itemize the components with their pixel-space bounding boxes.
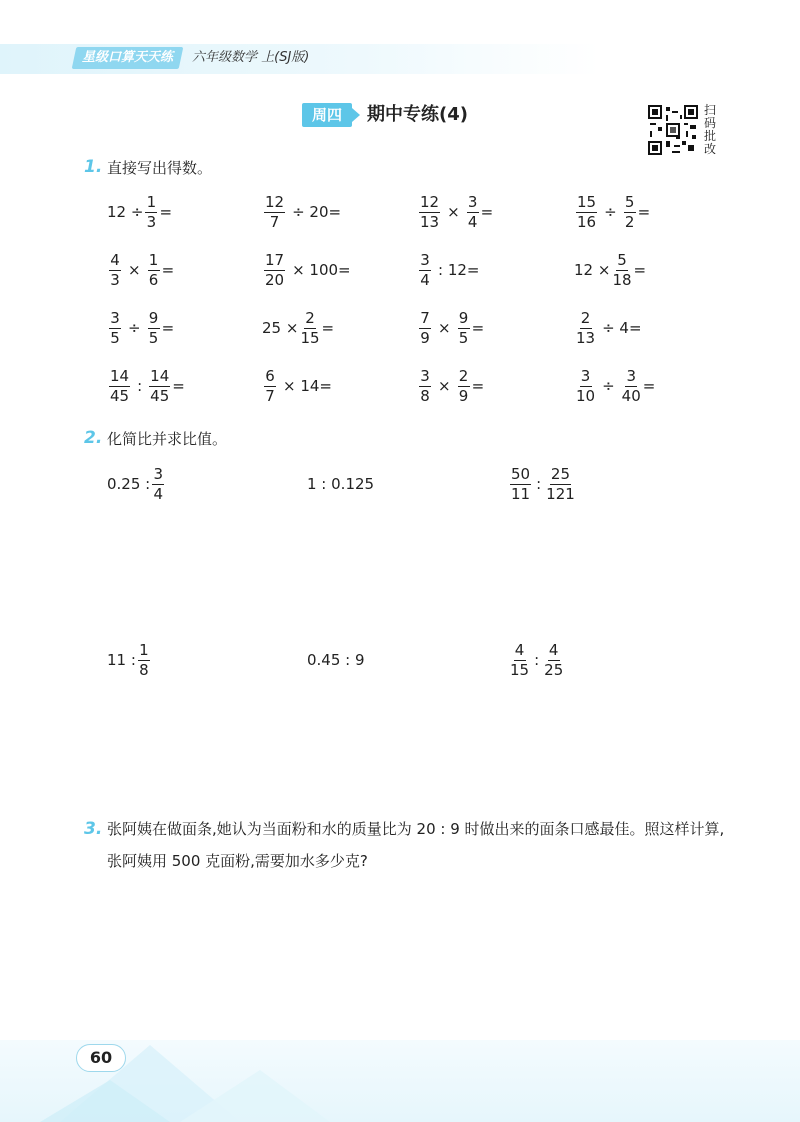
section-1-number: 1. [84, 157, 103, 177]
fraction [109, 252, 121, 289]
expr-text: 1 : 0.125 [307, 475, 375, 493]
section-2-title: 化简比并求比值。 [107, 430, 228, 448]
numerator: 1 [148, 250, 159, 269]
numerator: 4 [110, 250, 120, 269]
numerator: 15 [577, 192, 597, 211]
denominator: 16 [577, 212, 597, 231]
q1-r1c3 [417, 190, 493, 234]
numerator: 9 [458, 308, 469, 327]
expr-equals: = [480, 203, 494, 221]
fraction [138, 642, 150, 679]
expr-equals: = [172, 377, 185, 395]
section-3-number: 3. [84, 819, 103, 839]
denominator: 11 [511, 484, 531, 503]
fraction [109, 368, 130, 405]
expr-equals: = [642, 377, 656, 395]
numerator: 50 [511, 464, 531, 483]
expr-equals: = [161, 261, 175, 279]
numerator: 5 [624, 192, 635, 211]
q1-r2c2 [262, 248, 356, 292]
fraction [419, 368, 431, 405]
section-3-problem: 张阿姨在做面条,她认为当面粉和水的质量比为 20 : 9 时做出来的面条口感最佳。照这样计算,张阿姨用 500 克面粉,需要加水多少克? [107, 820, 725, 870]
denominator: 7 [265, 386, 275, 405]
denominator: 10 [576, 386, 596, 405]
numerator: 1 [146, 192, 157, 211]
numerator: 6 [265, 366, 275, 385]
grade-label: 六年级数学 上(SJ版) [192, 50, 310, 65]
expr-operator: × [447, 203, 460, 221]
denominator: 6 [148, 270, 159, 289]
expr-operator: ÷ [128, 319, 141, 337]
fraction [612, 252, 631, 289]
fraction [458, 310, 470, 347]
fraction [576, 194, 597, 231]
denominator: 45 [150, 386, 170, 405]
expr-operator: × [128, 261, 141, 279]
expr-equals: = [161, 319, 175, 337]
q1-r2c4 [574, 248, 646, 292]
expr-operator: × [438, 319, 451, 337]
numerator: 3 [420, 366, 430, 385]
expr-equals: = [471, 319, 485, 337]
numerator: 3 [420, 250, 430, 269]
fraction [467, 194, 479, 231]
numerator: 2 [580, 308, 591, 327]
denominator: 9 [420, 328, 430, 347]
numerator: 14 [150, 366, 170, 385]
qr-code-icon[interactable] [648, 105, 698, 155]
q1-r1c1 [107, 190, 172, 234]
denominator: 5 [148, 328, 159, 347]
numerator: 3 [153, 464, 163, 483]
q1-r1c4 [574, 190, 650, 234]
fraction [152, 466, 164, 503]
denominator: 4 [153, 484, 163, 503]
denominator: 13 [420, 212, 440, 231]
numerator: 2 [305, 308, 315, 327]
page-number: 60 [76, 1044, 126, 1072]
expr-text: 11 : [107, 651, 136, 669]
expr-equals: = [321, 319, 335, 337]
q2-e [307, 638, 365, 682]
q1-r4c4 [574, 364, 655, 408]
expr-equals: = [637, 203, 651, 221]
denominator: 8 [420, 386, 430, 405]
numerator: 25 [550, 464, 571, 483]
fraction [510, 466, 531, 503]
numerator: 9 [148, 308, 159, 327]
numerator: 4 [514, 640, 525, 659]
qr-label: 扫码批改 [703, 103, 716, 156]
fraction [264, 368, 276, 405]
denominator: 25 [544, 660, 564, 679]
expr-operator: ÷ [604, 203, 617, 221]
numerator: 2 [458, 366, 469, 385]
expr-operator: ÷ 20= [292, 203, 342, 221]
expr-text: 12 × [574, 261, 611, 279]
q1-r3c4 [574, 306, 647, 350]
denominator: 5 [110, 328, 120, 347]
fraction [458, 368, 470, 405]
denominator: 18 [612, 270, 632, 289]
numerator: 1 [139, 640, 149, 659]
denominator: 3 [110, 270, 120, 289]
denominator: 3 [146, 212, 157, 231]
q1-r2c3 [417, 248, 484, 292]
fraction [624, 194, 636, 231]
q1-r4c1 [107, 364, 185, 408]
fraction [148, 310, 160, 347]
expr-operator: × 14= [283, 377, 332, 395]
numerator: 4 [548, 640, 559, 659]
denominator: 20 [265, 270, 285, 289]
q1-r4c3 [417, 364, 484, 408]
denominator: 13 [576, 328, 596, 347]
numerator: 7 [420, 308, 430, 327]
q1-r1c2 [262, 190, 346, 234]
page-title: 期中专练(4) [367, 104, 468, 125]
numerator: 3 [467, 192, 478, 211]
expr-equals: = [633, 261, 647, 279]
q2-d [107, 638, 152, 682]
denominator: 9 [458, 386, 469, 405]
numerator: 5 [617, 250, 627, 269]
numerator: 12 [420, 192, 440, 211]
expr-operator: : [536, 475, 542, 493]
expr-operator: : [534, 651, 540, 669]
numerator: 3 [110, 308, 120, 327]
expr-text: 0.45 : 9 [307, 651, 365, 669]
expr-operator: ÷ [602, 377, 615, 395]
fraction [264, 194, 285, 231]
fraction [576, 310, 595, 347]
q2-a [107, 462, 166, 506]
numerator: 17 [265, 250, 285, 269]
fraction [149, 368, 170, 405]
denominator: 45 [110, 386, 130, 405]
q1-r3c2 [262, 306, 334, 350]
expr-equals: = [159, 203, 173, 221]
denominator: 7 [269, 212, 280, 231]
expr-equals: = [471, 377, 485, 395]
expr-operator: × [438, 377, 451, 395]
denominator: 40 [621, 386, 641, 405]
expr-operator: ÷ 4= [602, 319, 642, 337]
expr-operator: : [137, 377, 143, 395]
denominator: 8 [139, 660, 149, 679]
expr-text: 25 × [262, 319, 299, 337]
expr-operator: × 100= [292, 261, 351, 279]
numerator: 14 [110, 366, 130, 385]
expr-text: 12 ÷ [107, 203, 144, 221]
day-tag: 周四 [302, 103, 352, 127]
fraction [109, 310, 121, 347]
fraction [544, 642, 563, 679]
fraction [510, 642, 529, 679]
q1-r3c1 [107, 306, 174, 350]
fraction [264, 252, 285, 289]
fraction [145, 194, 157, 231]
expr-operator: : 12= [438, 261, 480, 279]
fraction [419, 194, 440, 231]
q1-r3c3 [417, 306, 484, 350]
denominator: 121 [546, 484, 575, 503]
denominator: 5 [458, 328, 469, 347]
q2-f [508, 638, 565, 682]
denominator: 2 [624, 212, 635, 231]
expr-text: 0.25 : [107, 475, 151, 493]
section-2-number: 2. [84, 428, 103, 448]
numerator: 3 [580, 366, 591, 385]
fraction [622, 368, 641, 405]
denominator: 4 [420, 270, 430, 289]
section-1-title: 直接写出得数。 [107, 159, 213, 177]
fraction [546, 466, 575, 503]
series-title: 星级口算天天练 [72, 47, 184, 69]
q1-r2c1 [107, 248, 174, 292]
q2-c [508, 462, 577, 506]
q2-b [307, 462, 374, 506]
fraction [148, 252, 160, 289]
numerator: 12 [265, 192, 285, 211]
fraction [419, 310, 431, 347]
denominator: 15 [300, 328, 320, 347]
fraction [419, 252, 431, 289]
denominator: 15 [510, 660, 530, 679]
q1-r4c2 [262, 364, 337, 408]
numerator: 3 [626, 366, 636, 385]
fraction [300, 310, 319, 347]
fraction [576, 368, 595, 405]
denominator: 4 [467, 212, 478, 231]
